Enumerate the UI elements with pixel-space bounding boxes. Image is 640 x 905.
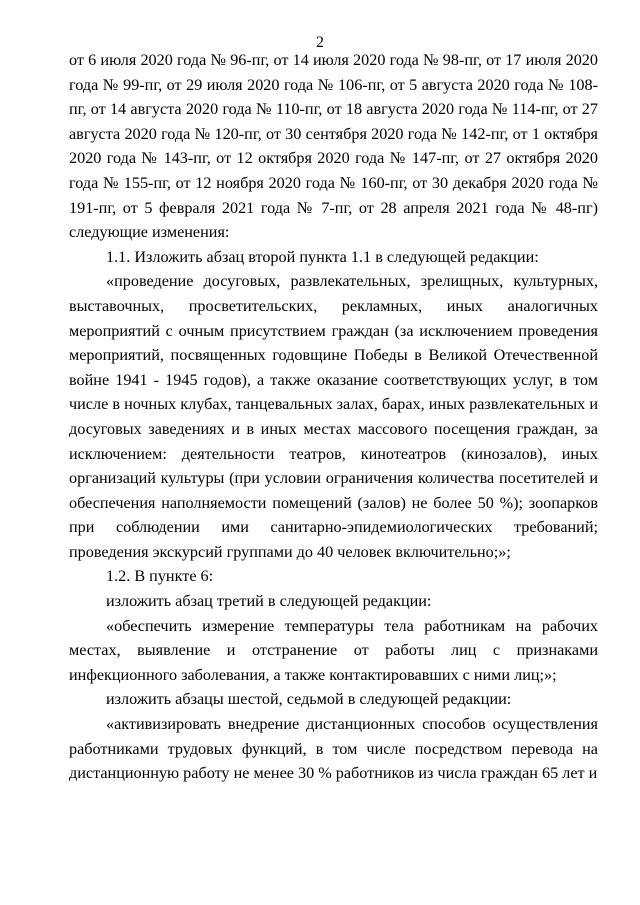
document-body [69, 48, 598, 786]
paragraph-third-clause: изложить абзац третий в следующей редакции: [106, 592, 432, 611]
paragraph-amendments-intro: от 6 июля 2020 года № 96-пг, от 14 июля 2020 года № 98-пг, от 17 июля 2020 года № 99-пг, от 29 июля 2020 года № 106-пг, от 5 августа 2020 года № 108-пг, от 14 августа 2020 года № 110-пг, от 18 августа 2020 года № 114-пг, от 27 августа 2020 года № 120-пг, от 30 сентября 2020 года № 142-пг, от 1 октября 2020 года № 143-пг, от 12 октября 2020 года № 147-пг, от 27 октября 2020 года № 155-пг, от 12 ноября 2020 года № 160-пг, от 30 декабря 2020 года № 191-пг, от 5 февраля 2021 года № 7-пг, от 28 апреля 2021 года № 48-пг) следующие изменения: [69, 51, 598, 242]
paragraph-sixth-seventh-clause: изложить абзацы шестой, седьмой в следующей редакции: [106, 690, 512, 709]
page-number: 2 [316, 34, 324, 51]
paragraph-item-1-2: 1.2. В пункте 6: [106, 567, 214, 586]
paragraph-quote-remote-work: «активизировать внедрение дистанционных способов осуществления работниками трудовых функций, в том числе посредством перевода на дистанционную работу не менее 30 % работников из числа граждан 65 лет и [69, 715, 598, 783]
paragraph-item-1-1: 1.1. Изложить абзац второй пункта 1.1 в следующей редакции: [106, 247, 539, 266]
paragraph-quote-events: «проведение досуговых, развлекательных, зрелищных, культурных, выставочных, просветительских, рекламных, иных аналогичных мероприятий с очным присутствием граждан (за исключением проведения мероприятий, посвященных годовщине Победы в Великой Отечественной войне 1941 - 1945 годов), а также оказание соответствующих услуг, в том числе в ночных клубах, танцевальных залах, барах, иных развлекательных и досуговых заведениях и в иных местах массового посещения граждан, за исключением: деятельности театров, кинотеатров (кинозалов), иных организаций культуры (при условии ограничения количества посетителей и обеспечения наполняемости помещений (залов) не более 50 %); зоопарков при соблюдении ими санитарно-эпидемиологических требований; проведения экскурсий группами до 40 человек включительно;»; [69, 272, 598, 561]
paragraph-quote-temperature: «обеспечить измерение температуры тела работникам на рабочих местах, выявление и отстранение от работы лиц с признаками инфекционного заболевания, а также контактировавших с ними лиц;»; [69, 616, 598, 684]
